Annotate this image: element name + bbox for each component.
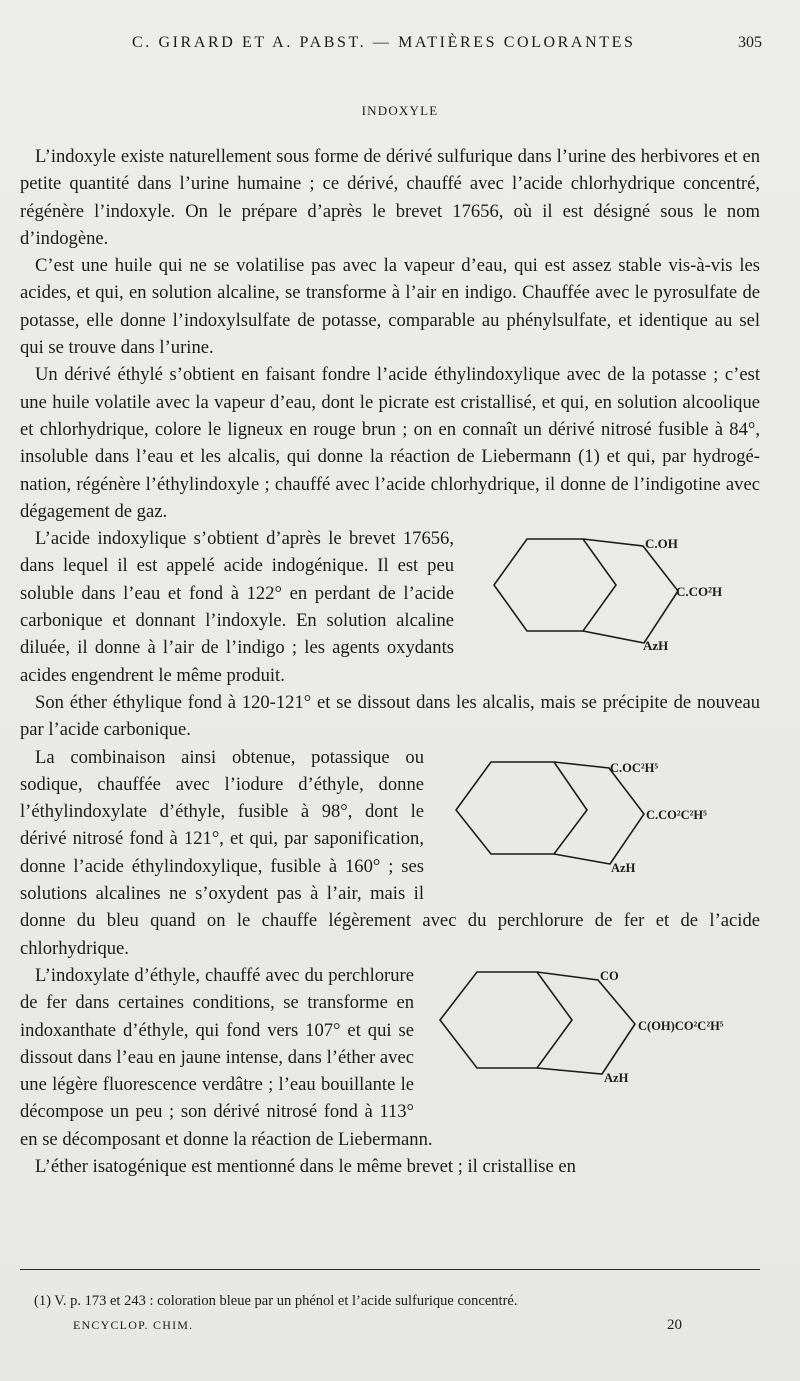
- paragraph: L’indoxyle existe naturellement sous forme de dérivé sulfurique dans l’urine des herbivores et en petite quantité dans l’urine humaine ; ce dérivé, chauffé avec l’acide chlorhydrique concentré, régénère l’indoxyle. On le prépare d’après le brevet 17656, où il est désigné sous le nom d’indogène.: [20, 146, 760, 249]
- paragraph: C’est une huile qui ne se volatilise pas avec la vapeur d’eau, qui est assez stable vis-à-vis les acides, et qui, en solution alcaline, se transforme à l’air en indigo. Chauffée avec le pyrosulfate de potasse, elle donne l’indoxylsulfate de potasse, comparable au phénylsulfate, et identique au sel qui se trouve dans l’urine.: [20, 255, 760, 359]
- running-title: C. GIRARD ET A. PABST. — MATIÈRES COLORANTES: [132, 34, 636, 51]
- page-footer: [0, 1318, 800, 1338]
- structure-label: C(OH)CO²C²H⁵: [638, 1018, 724, 1033]
- structure-label: C.OH: [645, 536, 678, 552]
- structure-indoxylic-acid: [462, 527, 762, 667]
- sheet-number: 20: [667, 1317, 682, 1333]
- footnote: (1) V. p. 173 et 243 : coloration bleue par un phénol et l’acide sulfurique concentré.: [34, 1293, 518, 1309]
- paragraph: L’acide indoxylique s’obtient d’après le brevet 17656, dans lequel il est appelé acide indogénique. Il est peu soluble dans l’eau et fond à 122° en perdant de l’acide carbonique et donnant l’indoxyle. En solution alcaline diluée, il donne à l’air de l’indigo ; les agents oxydants acides engendrent le même produit.: [20, 528, 454, 686]
- paragraph: La combinaison ainsi obtenue, potassique ou sodique, chauffée avec l’iodure d’éthyle, donne l’éthylindoxylate d’éthyle, fusible à 98°, dont le dérivé nitrosé fond à 121°, et qui, par saponification, donne l’acide éthylindoxylique, fusible à 160° ; ses solutions alcalines ne s’oxydent pas à l’air, mais il donne du bleu quand on le chauffe légèrement avec du perchlorure de fer et de l’acide chlorhydrique.: [20, 746, 760, 959]
- structure-label: CO: [600, 968, 619, 983]
- paragraph: Son éther éthylique fond à 120-121° et se dissout dans les alcalis, mais se précipite de nouveau par l’acide carbonique.: [20, 691, 760, 741]
- signature-mark: ENCYCLOP. CHIM.: [73, 1318, 194, 1332]
- paragraph: L’éther isatogénique est mentionné dans le même brevet ; il cristallise en: [35, 1155, 576, 1177]
- structure-label: C.OC²H⁵: [610, 760, 659, 775]
- structure-label: C.CO²H: [676, 584, 723, 600]
- section-title: INDOXYLE: [361, 103, 439, 118]
- paragraph: L’indoxylate d’éthyle, chauffé avec du perchlorure de fer dans certaines conditions, se transforme en indoxanthate d’éthyle, qui fond vers 107° et qui se dissout dans l’eau en jaune intense, dans l’éther avec une légère fluorescence verdâtre ; l’eau bouillante le décompose un peu ; son dérivé nitrosé fond à 113° en se décomposant et donne la réaction de Liebermann.: [20, 964, 433, 1150]
- structure-label: AzH: [611, 860, 636, 875]
- structure-label: C.CO²C²H⁵: [646, 807, 707, 822]
- body-text: [20, 143, 760, 1180]
- structure-ethyl-ethylindoxylate: [432, 746, 762, 886]
- structure-label: AzH: [643, 638, 669, 654]
- structure-ethyl-indoxanthate: [422, 964, 762, 1104]
- footnote-rule: [20, 1269, 760, 1270]
- paragraph: Un dérivé éthylé s’obtient en faisant fondre l’acide éthylindoxylique avec de la potasse ; c’est une huile volatile avec la vapeur d’eau, dont le picrate est cristallisé, et qui, en solution alcoolique et chlorhydrique, colore le ligneux en rouge brun ; on en connaît un dérivé nitrosé fusible à 84°, insoluble dans l’eau et les alcalis, qui donne la réaction de Liebermann (1) et qui, par hydrogénation, régénère l’éthylindoxyle ; chauffé avec l’acide chlorhydrique, il donne de l’indigotine avec dégagement de gaz.: [20, 364, 760, 522]
- structure-label: AzH: [604, 1070, 629, 1085]
- running-header: [0, 34, 800, 58]
- page-number: 305: [738, 34, 762, 51]
